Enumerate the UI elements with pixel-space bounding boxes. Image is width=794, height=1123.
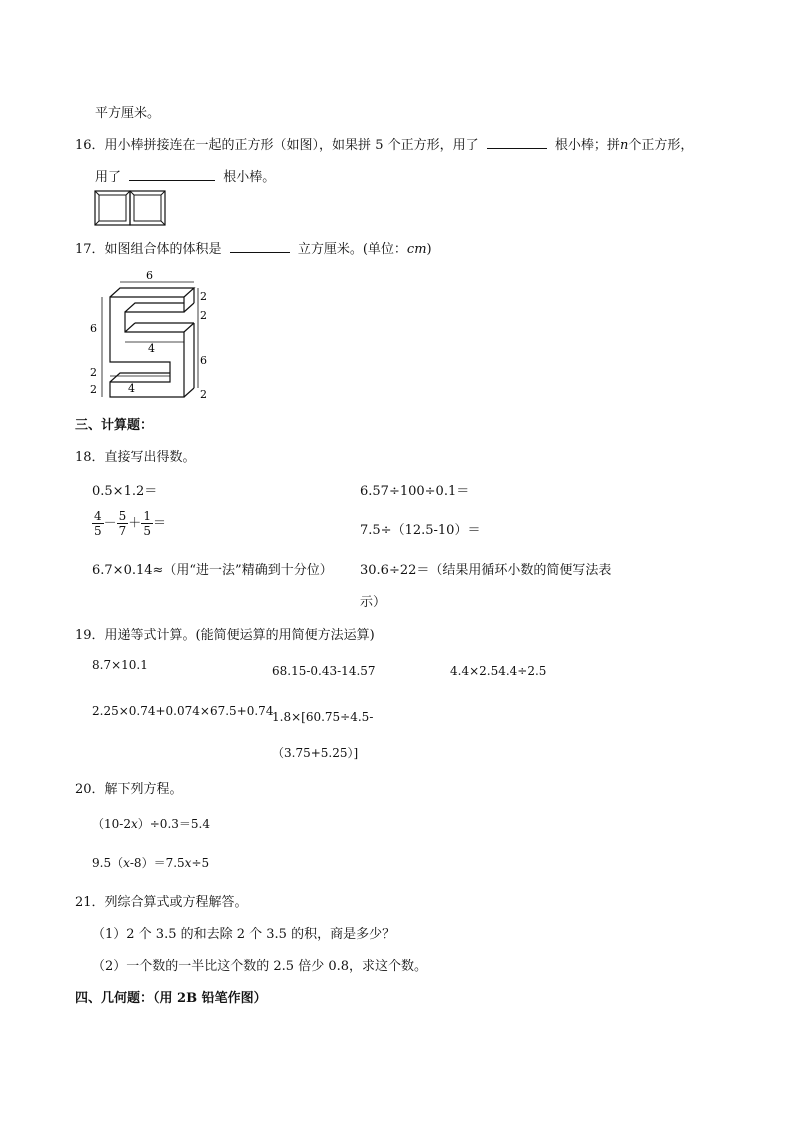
q17-dim-r2: 2 [200,309,207,322]
section-3-heading: 三、计算题： [75,418,154,433]
q20-title-line [75,778,183,797]
q18-item-f-line2: 示） [360,595,387,610]
q18-frac-1: $\frac{4}{5}$ [94,509,102,538]
q16-answer-blank-2[interactable] [129,168,215,181]
q17-dim-top: 6 [146,269,153,282]
q16-var-n: n [619,138,629,153]
q18-op-2: ＋ [128,516,142,531]
q19-item-e-line1: 1.8×[60.75÷4.5- [272,710,374,724]
q19-number: 19． [75,628,105,643]
q18-item-d: 7.5÷（12.5-10）＝ [360,523,481,538]
q16-text4: 个正方形， [628,138,694,153]
q19-item-d: 2.25×0.74+0.074×67.5+0.74 [92,704,274,718]
q21-title-line [75,891,248,910]
q17-text2: 立方厘米。(单位： [297,242,407,257]
q18-item-a: 0.5×1.2＝ [92,484,158,499]
q19-item-e-line2: （3.75+5.25）] [272,746,359,760]
q17-dim-left-mid: 2 [90,366,97,379]
q19-title-line [75,624,375,643]
q19-item-a: 8.7×10.1 [92,658,148,672]
q19-title: 用递等式计算。(能简便运算的用简便方法运算) [104,628,375,643]
q18-item-f-line1: 30.6÷22＝（结果用循环小数的简便写法表 [360,563,612,578]
q20-equation-b: 9.5（x-8）＝7.5x÷5 [92,856,210,870]
q16-text1: 用小棒拼接连在一起的正方形（如图），如果拼 [104,138,372,153]
q18-op-1: － [103,516,117,531]
q16-count: 5 [375,138,384,153]
q16-number: 16． [75,138,105,153]
q18-number: 18． [75,450,105,465]
q21-part-1: （1）2 个 3.5 的和去除 2 个 3.5 的积，商是多少？ [92,927,396,942]
q16-answer-blank-1[interactable] [487,136,547,149]
q17-solid-figure [88,264,208,404]
q15-tail: 平方厘米。 [95,106,161,121]
q19-item-c: 4.4×2.54.4÷2.5 [450,664,547,678]
q17-unit: cm [406,242,427,257]
q18-title-line [75,446,196,465]
q17-dim-r-bot: 2 [200,388,207,401]
q17-dim-r1: 2 [200,290,207,303]
q17-dim-left-bot: 2 [90,383,97,396]
q20-equation-a: （10-2x）÷0.3＝5.4 [92,817,210,831]
q21-title: 列综合算式或方程解答。 [104,895,248,910]
q16-line2b: 根小棒。 [223,170,276,185]
q17-close: ) [426,242,432,257]
q18-eq: ＝ [152,516,166,531]
q18-item-c [92,510,166,537]
q21-number: 21． [75,895,105,910]
q18-frac-3: $\frac{1}{5}$ [143,509,151,538]
q18-item-e: 6.7×0.14≈（用“进一法”精确到十分位） [92,563,333,578]
section-4-heading: 四、几何题：（用 2B 铅笔作图） [75,991,267,1006]
q18-frac-2: $\frac{5}{7}$ [118,509,127,538]
q17-line [75,238,432,257]
q17-dim-mid: 4 [148,342,155,355]
q16-line1 [75,134,693,153]
q18-item-b: 6.57÷100÷0.1＝ [360,484,470,499]
q17-dim-bot: 4 [128,382,135,395]
q17-answer-blank[interactable] [230,240,290,253]
q17-number: 17． [75,242,105,257]
q18-title: 直接写出得数。 [104,450,196,465]
q17-dim-right-big: 6 [200,354,207,367]
q16-squares-figure [94,190,166,228]
q17-text1: 如图组合体的体积是 [104,242,222,257]
q16-text3: 根小棒；拼 [554,138,620,153]
q16-line2 [95,166,275,185]
q16-text2: 个正方形，用了 [387,138,479,153]
q16-line2a: 用了 [95,170,122,185]
q21-part-2: （2）一个数的一半比这个数的 2.5 倍少 0.8，求这个数。 [92,959,428,974]
q20-number: 20． [75,782,105,797]
q19-item-b: 68.15-0.43-14.57 [272,664,376,678]
q17-dim-left-top: 6 [90,322,97,335]
q20-title: 解下列方程。 [104,782,183,797]
